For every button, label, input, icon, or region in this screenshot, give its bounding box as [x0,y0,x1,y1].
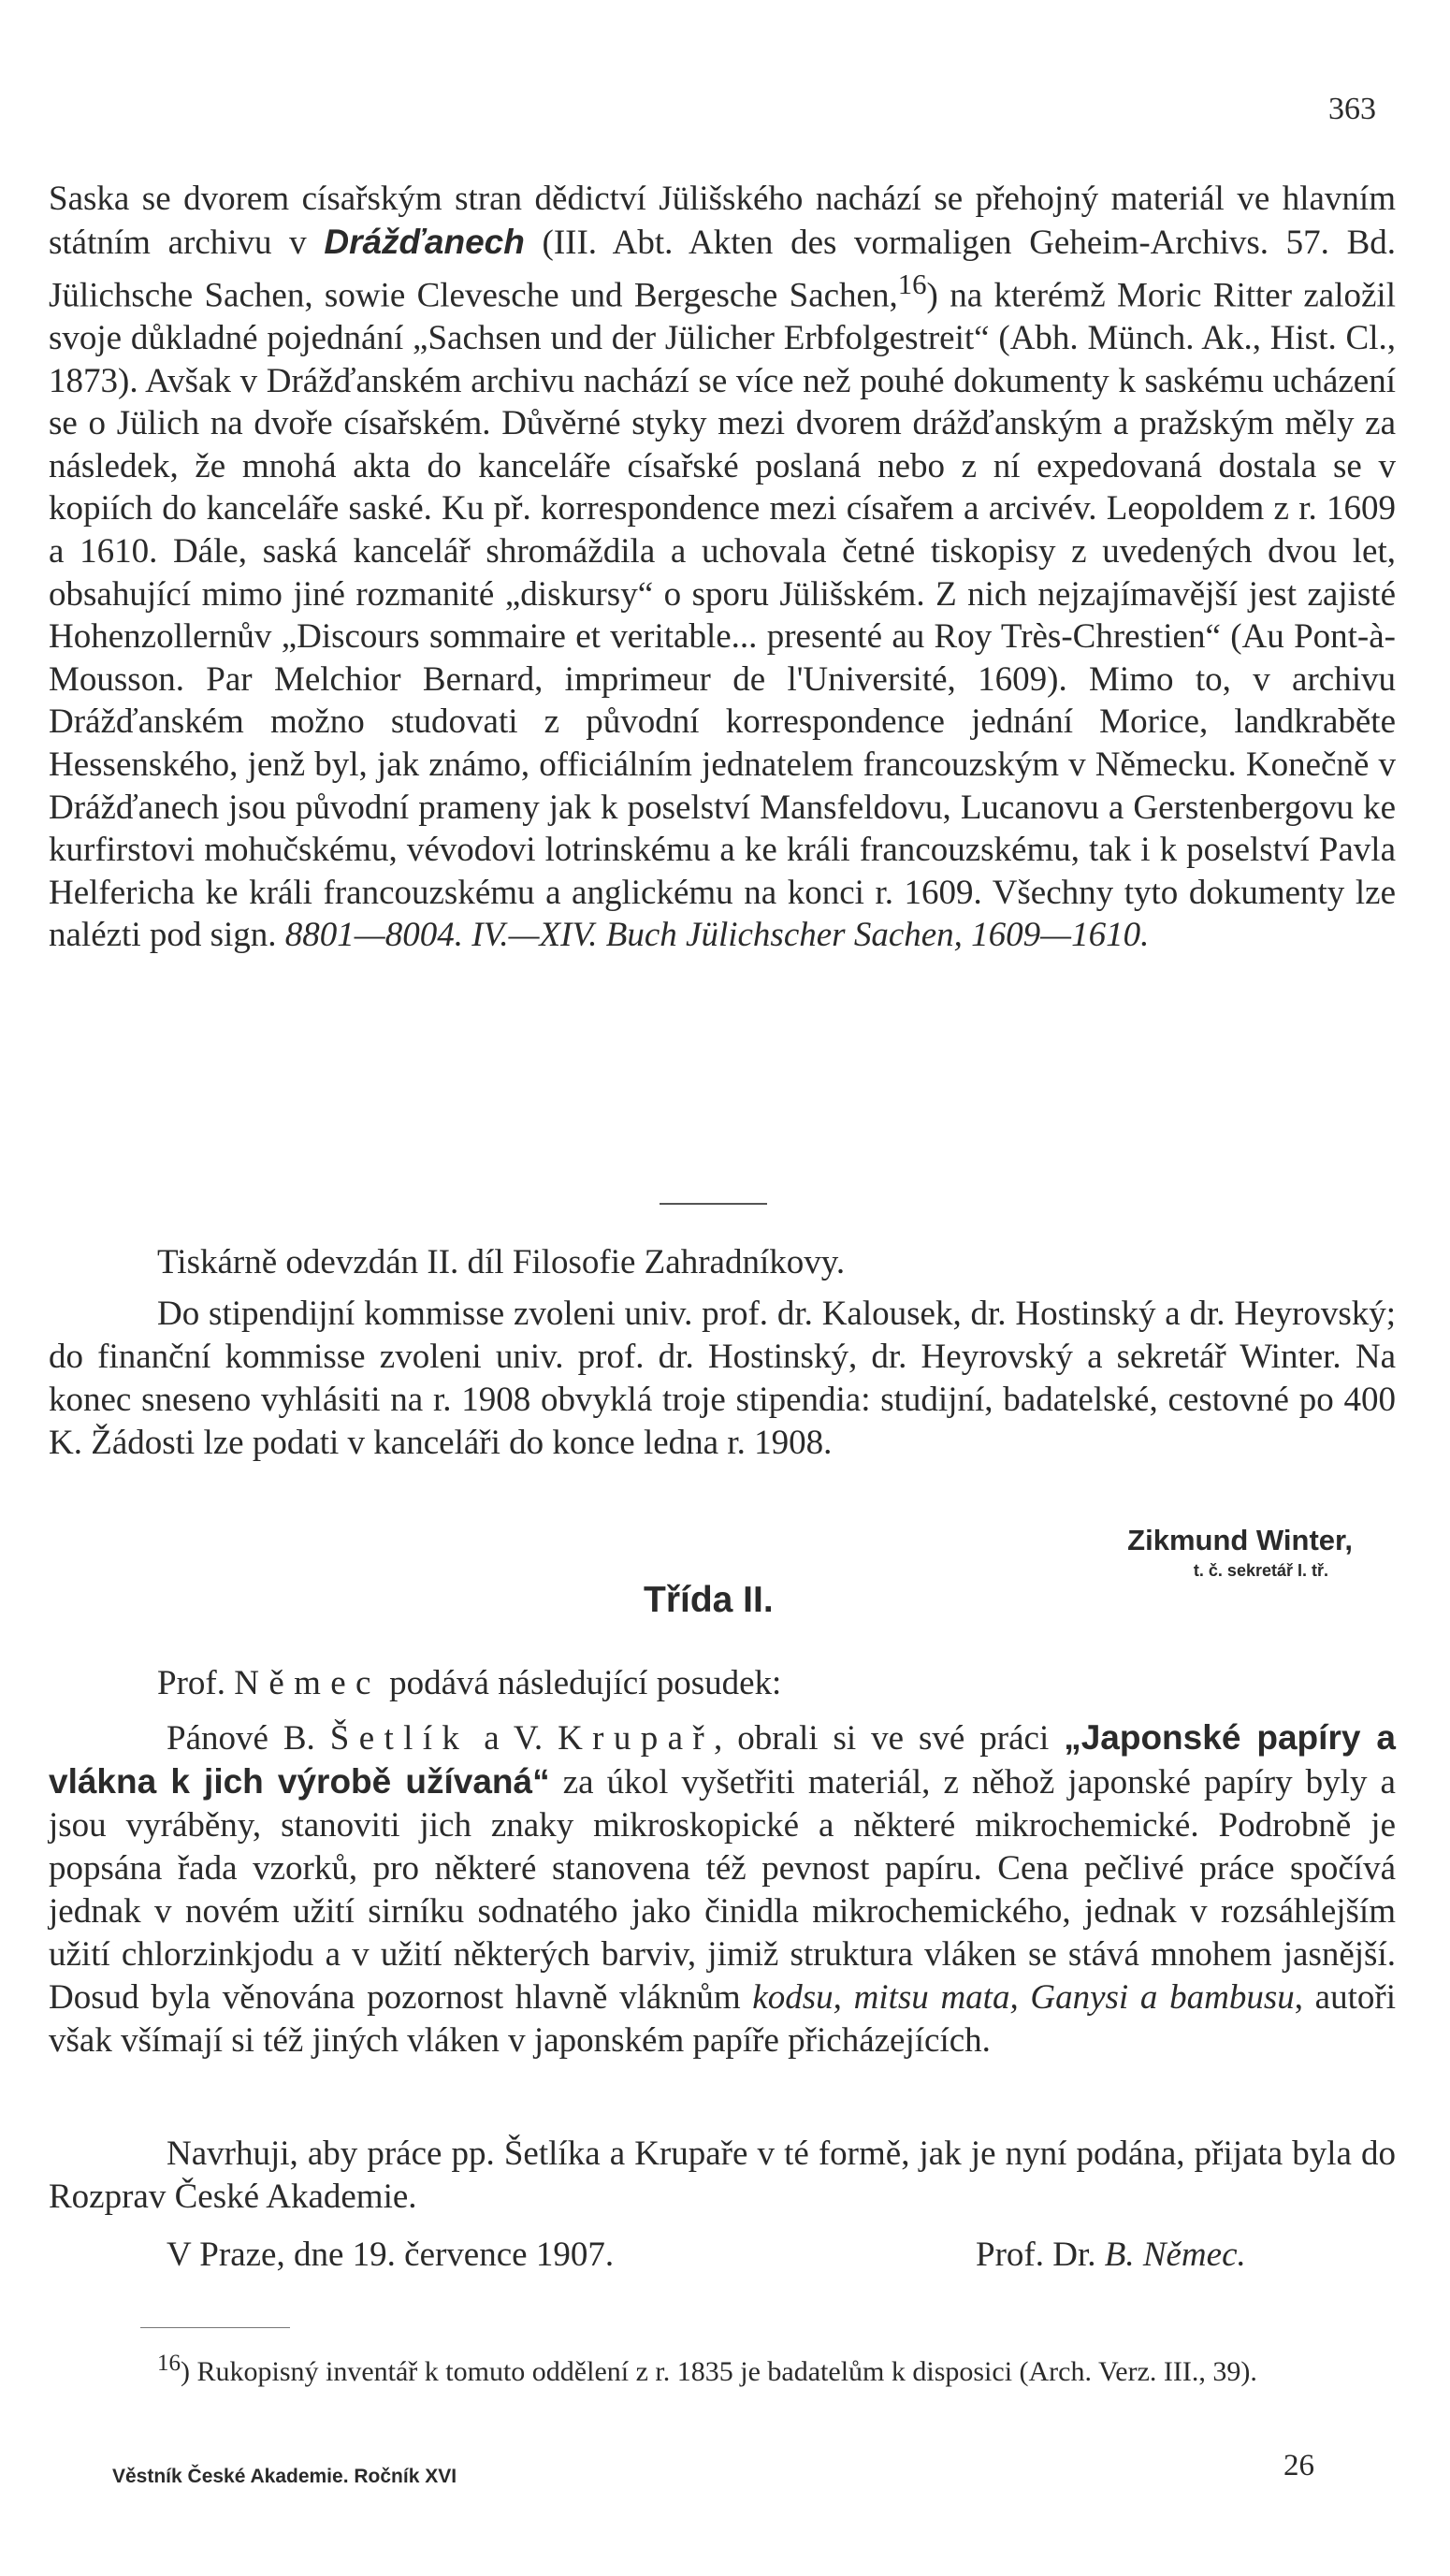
proposal-paragraph: Navrhuji, aby práce pp. Šetlíka a Krupaře v té formě, jak je nyní podána, přijata byla do Rozprav České Akademie. [49,2135,1396,2216]
review-intro [157,1662,781,1705]
footnote-ref: 16 [897,268,927,301]
review-text-4: za úkol vyšetřiti materiál, z něhož japonské papíry byly a jsou vyráběny, stanoviti jich znaky mikroskopické a některé mikrochemické. Podrobně je popsána řada vzorků, pro některé stanovena též pevnost papíru. Cena pečlivé práce spočívá jednak v novém užití sirníku sodnatého jako činidla mikrochemického, jednak v rozsáhlejším užití chlorzinkjodu a v užití některých barviv, jimiž struktura vláken se stává mnohem jasnější. Dosud byla věnována pozornost hlavně vláknům [49,1763,1396,2017]
reviewer-name: Němec [234,1664,381,1702]
signature-winter-role: t. č. sekretář I. tř. [1193,1561,1328,1580]
page-number: 363 [1328,92,1376,126]
main-text-1: Saska se dvorem císařským stran dědictví Jülišského nachází se přehojný materiál ve hlavním státním archivu v [49,180,1396,262]
signature-winter [1127,1524,1353,1581]
review-intro-suffix: podává následující posudek: [380,1664,782,1702]
main-text-2: (III. Abt. Akten des vormaligen Geheim-Archivs. 57. Bd. Jülichsche Sachen, sowie Clevesche und Bergesche Sachen, [49,223,1397,315]
review-paragraph [49,1716,1396,2062]
review-intro-prefix: Prof. [157,1664,235,1702]
footer-journal: Věstník České Akademie. Ročník XVI [112,2466,457,2487]
footnote-text: ) Rukopisný inventář k tomuto oddělení z r. 1835 je badatelům k disposici (Arch. Verz. III., 39). [181,2356,1257,2387]
main-text-3: ) na kterémž Moric Ritter založil svoje důkladné pojednání „Sachsen und der Jülicher Erbfolgestreit“ (Abh. Münch. Ak., Hist. Cl., 1873). Avšak v Drážďanském archivu nachází se více než pouhé dokumenty k saskému ucházení se o Jülich na dvoře císařském. Důvěrné styky mezi dvorem drážďanským a pražským měly za následek, že mnohá akta do kanceláře císařské poslaná nebo z ní expedovaná dostala se v kopiích do kanceláře saské. Ku př. korrespondence mezi císařem a arcivév. Leopoldem z r. 1609 a 1610. Dále, saská kancelář shromáždila a uchovala četné tiskopisy z uvedených dvou let, obsahující mimo jiné rozmanité „diskursy“ o sporu Jülišském. Z nich nejzajímavější jest zajisté Hohenzollernův „Discours sommaire et veritable... presenté au Roy Très-Chrestien“ (Au Pont-à-Mousson. Par Melchior Bernard, imprimeur de l'Université, 1609). Mimo to, v archivu Drážďanském možno studovati z původní korrespondence jednání Morice, landkraběte Hessenského, jenž byl, jak známo, officiálním jednatelem francouzským v Německu. Konečně v Drážďanech jsou původní prameny jak k poselství Mansfeldovu, Lucanovu a Gerstenbergovu ke kurfirstovi mohučskému, vévodovi lotrinskému a ke králi francouzskému, tak i k poselství Pavla Helfericha ke králi francouzskému a anglickému na konci r. 1609. Všechny tyto dokumenty lze nalézti pod sign. [49,276,1396,955]
author-krupar: Krupař [558,1719,715,1758]
review-text-1: Pánové B. [167,1719,330,1758]
closing-sig-name: B. Němec. [1104,2236,1246,2274]
footer-sheet-number: 26 [1283,2449,1314,2482]
review-text-5: , autoři však všímají si též jiných vláken v japonském papíře přicházejících. [49,1978,1396,2060]
class-heading: Třída II. [644,1580,774,1620]
author-setlik: Šetlík [329,1719,470,1758]
archive-signature-ref: 8801—8004. IV.—XIV. Buch Jülichscher Sachen, 1609—1610. [284,916,1150,955]
footnote-number: 16 [157,2351,181,2376]
notice-commissions: Do stipendijní kommisse zvoleni univ. prof. dr. Kalousek, dr. Hostinský a dr. Heyrovský; do finanční kommisse zvoleni univ. prof. dr. Hostinský, dr. Heyrovský a sekretář Winter. Na konec sneseno vyhlásiti na r. 1908 obvyklá troje stipendia: studijní, badatelské, cestovné po 400 K. Žádosti lze podati v kanceláři do konce ledna r. 1908. [49,1295,1396,1462]
notice-printing: Tiskárně odevzdán II. díl Filosofie Zahradníkovy. [157,1243,846,1281]
main-paragraph [49,178,1396,957]
review-text-3: , obrali si ve své práci [714,1719,1065,1758]
closing-place-date: V Praze, dne 19. července 1907. [167,2236,615,2274]
footnote-divider [140,2327,290,2328]
closing-sig-prefix: Prof. Dr. [976,2236,1105,2274]
section-divider [660,1203,767,1205]
closing-signature [976,2235,1246,2275]
work-title: „Japonské papíry a vlákna k jich výrobě užívaná“ [49,1718,1396,1801]
review-text-2: a V. [469,1719,558,1758]
archive-place: Drážďanech [324,222,525,261]
footnote [49,2346,1396,2390]
fiber-names: kodsu, mitsu mata, Ganysi a bambusu [752,1978,1295,2017]
signature-winter-name: Zikmund Winter, [1127,1524,1353,1556]
